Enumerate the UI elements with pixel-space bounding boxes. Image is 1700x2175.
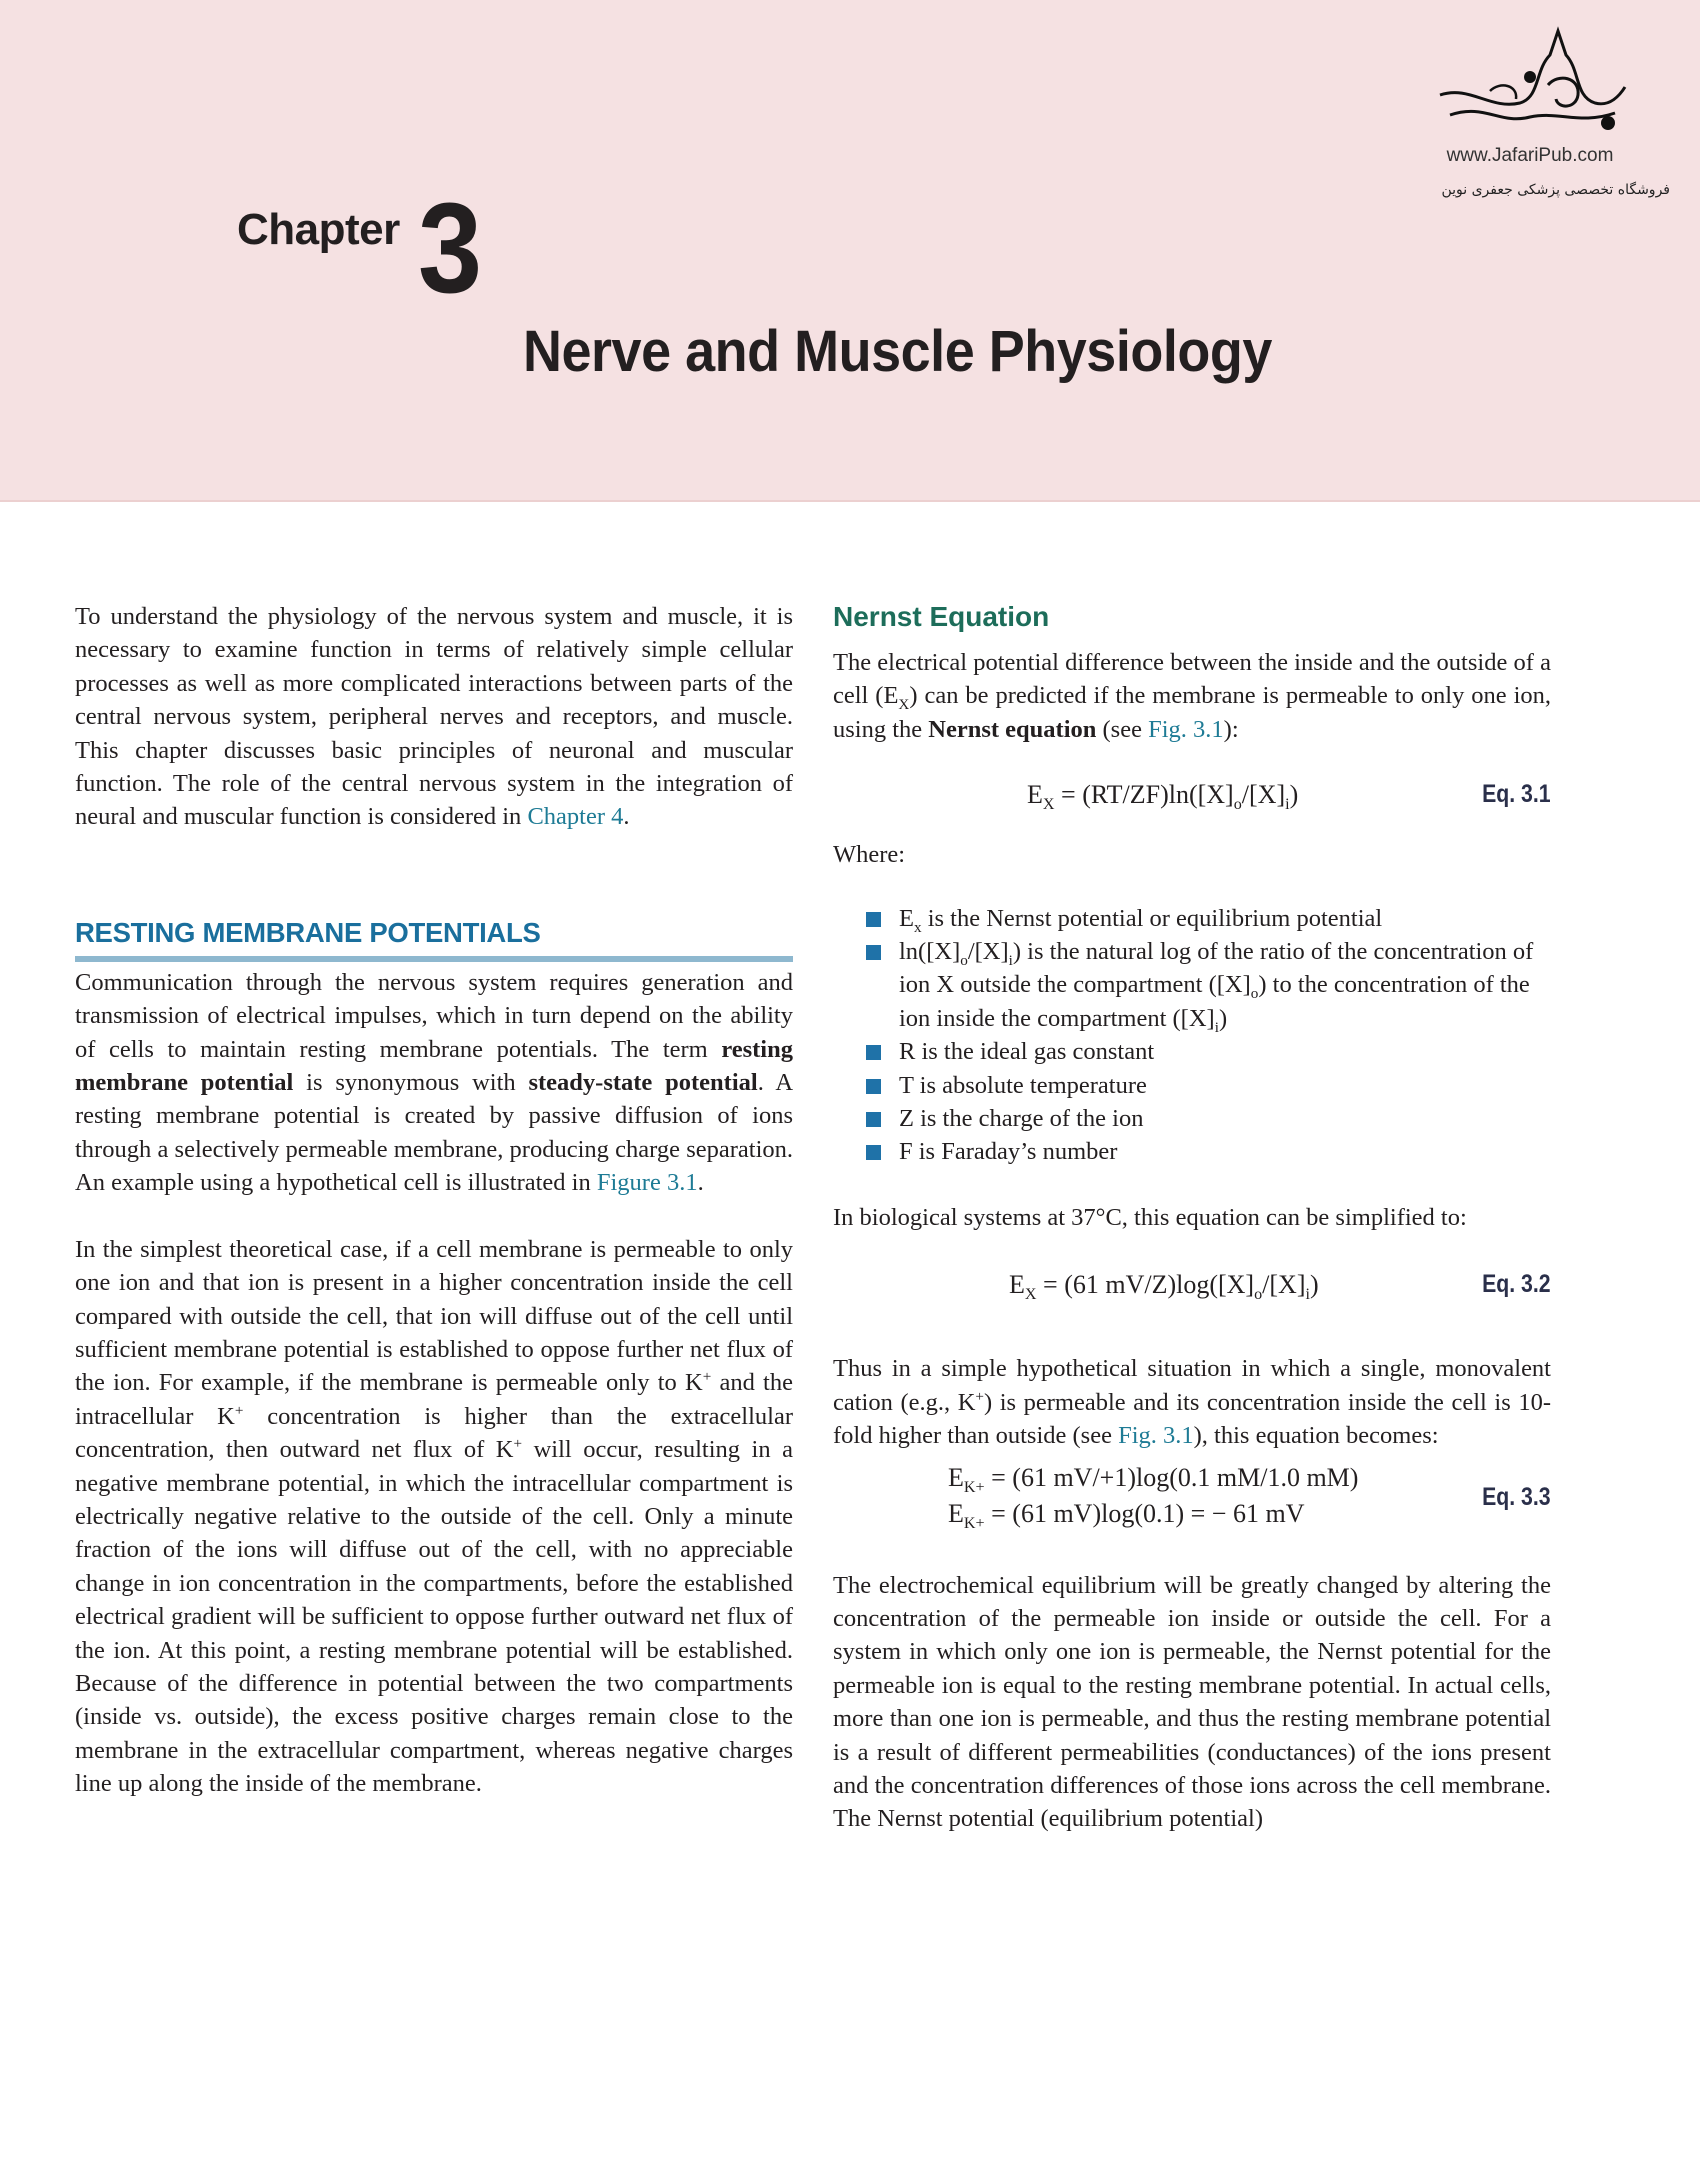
square-bullet-icon	[866, 1079, 881, 1094]
list-item: T is absolute temperature	[833, 1069, 1551, 1102]
section-heading-resting-membrane-potentials: RESTING MEMBRANE POTENTIALS	[75, 916, 793, 962]
simplest-case-paragraph: In the simplest theoretical case, if a cell membrane is permeable to only one ion and that ion is present in a higher concentration inside the cell compared with outside the cell, that ion will diffuse out of the cell until sufficient membrane potential is established to oppose further net flux of the ion. For example, if the membrane is permeable only to K+ and the intracellular K+ concentration is higher than the extracellular concentration, then outward net flux of K+ will occur, resulting in a negative membrane potential, in which the intracellular compartment is electrically negative relative to the outside of the cell. Only a minute fraction of the ions will diffuse out of the cell, with no appreciable change in ion concentration in the compartments, before the established electrical gradient will be sufficient to oppose further outward net flux of the ion. At this point, a resting membrane potential will be established. Because of the difference in potential between the two compartments (inside vs. outside), the excess positive charges remain close to the membrane in the extracellular compartment, whereas negative charges line up along the inside of the membrane.	[75, 1235, 793, 1798]
right-column	[833, 600, 1551, 1836]
figure-3-1-link[interactable]: Figure 3.1	[596, 1169, 698, 1197]
equation-3-1-label: Eq. 3.1	[1482, 780, 1551, 809]
hypothetical-situation-paragraph: Thus in a simple hypothetical situation in which a single, monovalent cation (e.g., K+) is permeable and its concentration inside the cell is 10-fold higher than outside (see Fig. 3.1), this equation becomes:	[833, 1355, 1551, 1450]
square-bullet-icon	[866, 1112, 881, 1127]
jafari-calligraphy-logo-icon	[1430, 25, 1630, 140]
left-column	[75, 600, 793, 1801]
term-nernst-equation: Nernst equation	[928, 715, 1097, 743]
subheading-nernst-equation: Nernst Equation	[833, 601, 1050, 632]
list-item: $\ln([X]_o/[X]_i)$ is the natural log of the ratio of the concentration of ion X outside the compartment $([X]_o)$ to the concentration of the ion inside the compartment $([X]_i)$	[833, 935, 1551, 1035]
variable-definitions-list	[833, 902, 1551, 1169]
equation-3-1	[833, 768, 1551, 836]
equation-3-3	[833, 1459, 1551, 1559]
intro-paragraph: To understand the physiology of the nervous system and muscle, it is necessary to examine function in terms of relatively simple cellular processes as well as more complicated interactions between parts of the central nervous system, peripheral nerves and receptors, and muscle. This chapter discusses basic principles of neuronal and muscular function. The role of the central nervous system in the integration of neural and muscular function is considered in Chapter 4.	[75, 603, 793, 831]
chapter-number: 3	[418, 177, 483, 320]
equation-3-3-line-2: $E_{K+} = (61$ mV)log(0.1) = − 61 mV	[948, 1498, 1305, 1532]
equation-3-2-formula: $E_X = (61$ $mV/Z)\log([X]_o/[X]_i)$	[1009, 1270, 1319, 1304]
fig-3-1-link[interactable]: Fig. 3.1	[1148, 715, 1224, 743]
square-bullet-icon	[866, 912, 881, 927]
term-resting-membrane-potential: resting membrane potential	[75, 1035, 793, 1097]
chapter-title: Nerve and Muscle Physiology	[523, 319, 1272, 384]
equation-3-1-formula: $E_X = (RT/ZF)\ln([X]_o/[X]_i)$	[1027, 780, 1299, 814]
equation-3-3-line-1: $E_{K+} = (61$ mV/+1)log(0.1 mM/1.0 mM)	[948, 1462, 1359, 1496]
chapter-4-link[interactable]: Chapter 4	[527, 803, 624, 831]
publisher-url[interactable]: www.JafariPub.com	[1446, 145, 1614, 166]
chapter-banner	[0, 0, 1700, 502]
publisher-logo[interactable]	[1420, 25, 1670, 198]
list-item: Z is the charge of the ion	[833, 1102, 1551, 1135]
square-bullet-icon	[866, 945, 881, 960]
electrochemical-equilibrium-paragraph: The electrochemical equilibrium will be greatly changed by altering the concentration of the permeable ion inside or outside the cell. For a system in which only one ion is permeable, the Nernst potential for the permeable ion is equal to the resting membrane potential. In actual cells, more than one ion is permeable, and thus the resting membrane potential is a result of different permeabilities (conductances) of the ions present and the concentration differences of those ions across the cell membrane. The Nernst potential (equilibrium potential)	[833, 1571, 1551, 1833]
publisher-tagline: فروشگاه تخصصی پزشکی جعفری نوین	[1441, 182, 1670, 198]
list-item: $E_x$ is the Nernst potential or equilibrium potential	[833, 902, 1551, 935]
equation-3-3-label: Eq. 3.3	[1482, 1482, 1551, 1511]
list-item: R is the ideal gas constant	[833, 1035, 1551, 1068]
where-label: Where:	[833, 841, 906, 869]
fig-3-1-link-2[interactable]: Fig. 3.1	[1118, 1422, 1194, 1450]
chapter-label: Chapter	[237, 205, 400, 254]
equation-3-2-label: Eq. 3.2	[1482, 1270, 1551, 1299]
equation-3-2	[833, 1262, 1551, 1352]
list-item: F is Faraday’s number	[833, 1135, 1551, 1168]
term-steady-state-potential: steady-state potential	[528, 1069, 758, 1097]
nernst-intro-paragraph: The electrical potential difference between the inside and the outside of a cell $(E_X)$ can be predicted if the membrane is permeable to only one ion, using the Nernst equation (see Fig. 3.1):	[833, 649, 1551, 743]
simplified-intro-paragraph: In biological systems at 37°C, this equation can be simplified to:	[833, 1203, 1467, 1231]
resting-potential-paragraph: Communication through the nervous system requires generation and transmission of electrical impulses, which in turn depend on the ability of cells to maintain resting membrane potentials. The term resting membrane potential is synonymous with steady-state potential. A resting membrane potential is created by passive diffusion of ions through a selectively permeable membrane, producing charge separation. An example using a hypothetical cell is illustrated in Figure 3.1.	[75, 968, 794, 1197]
square-bullet-icon	[866, 1045, 881, 1060]
square-bullet-icon	[866, 1145, 881, 1160]
